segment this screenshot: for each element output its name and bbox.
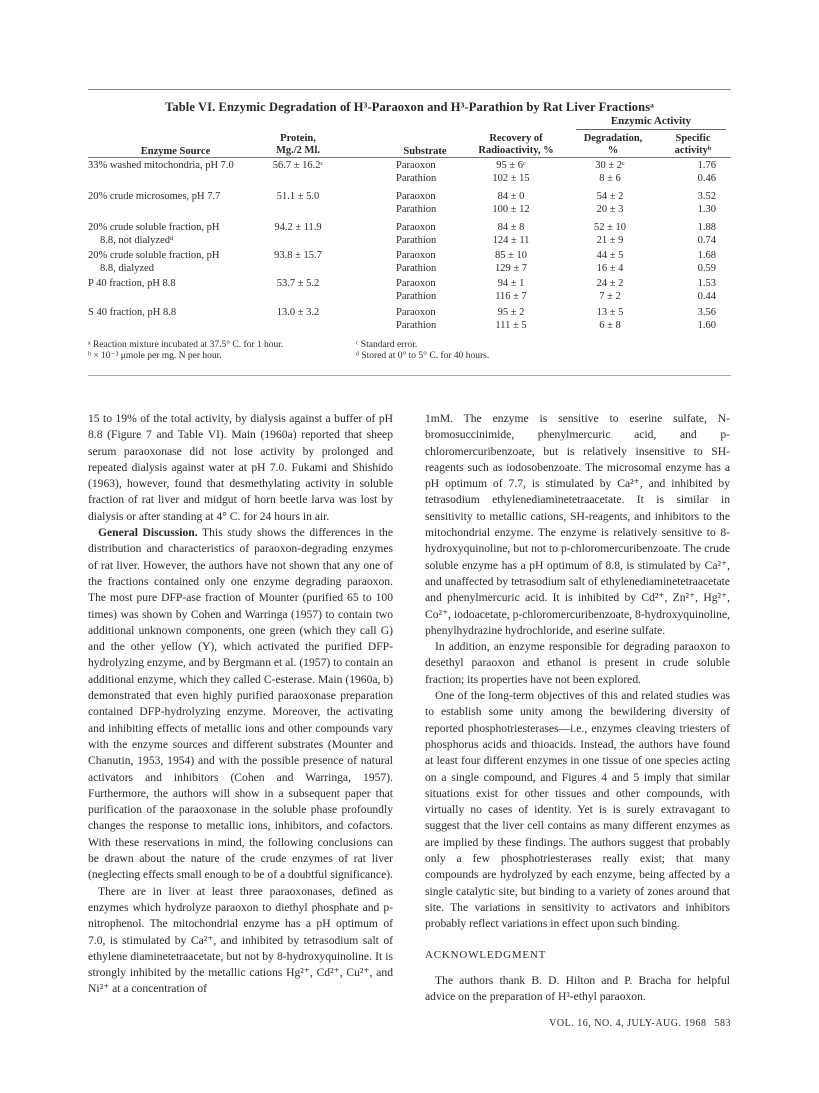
table-title: Table VI. Enzymic Degradation of H³-Paraoxon and H³-Parathion by Rat Liver Fractionsᵃ [165,100,654,114]
specific-activity-value: 1.88 0.74 [697,222,716,246]
protein-value: 53.7 ± 5.2 [276,278,320,289]
specific-activity-value: 3.56 1.60 [697,307,716,331]
footnote-c: ᶜ Standard error. [356,340,418,350]
footnote-b: ᵇ × 10⁻³ μmole per mg. N per hour. [88,351,222,361]
acknowledgment-text: The authors thank B. D. Hilton and P. Bracha for helpful advice on the preparation of H³-ethyl paraoxon. [425,973,730,1004]
table-bottom-rule [88,375,731,376]
specific-activity-value: 3.52 1.30 [697,191,716,215]
footnote-a: ᵃ Reaction mixture incubated at 37.5° C. for 1 hour. [88,340,284,350]
top-rule [88,89,731,90]
recovery-value: 85 ± 10 129 ± 7 [494,250,527,274]
enzyme-source: S 40 fraction, pH 8.8 [88,307,177,318]
page-footer [549,1018,731,1029]
specific-activity-value: 1.53 0.44 [697,278,716,302]
paragraph: 15 to 19% of the total activity, by dialysis against a buffer of pH 8.8 (Figure 7 and Table VI). Main (1960a) reported that sheep serum paraoxonase did not lose activity by prolonged and repeated dialysis against water at pH 7.0. Fukami and Shishido (1963), however, found that desmethylating activity in soluble fraction of rat liver and midgut of horn beetle larva was lost by dialysis or after standing at 4° C. for 24 hours in air. [88,412,393,523]
header-substrate: Substrate [403,146,447,157]
footnotes-left [88,340,283,362]
substrate: Paraoxon Parathion [396,250,437,274]
header-degradation: Degradation, % [583,133,643,156]
enzyme-source: P 40 fraction, pH 8.8 [88,278,176,289]
protein-value: 51.1 ± 5.0 [276,191,320,202]
substrate: Paraoxon Parathion [396,222,437,246]
header-specific-activity: Specific activityᵇ [674,133,712,156]
substrate: Paraoxon Parathion [396,278,437,302]
recovery-value: 95 ± 2 111 ± 5 [495,307,527,331]
enzymic-activity-header: Enzymic Activity [576,115,726,130]
enzyme-source: 33% washed mitochondria, pH 7.0 [88,160,234,171]
paragraph: 1mM. The enzyme is sensitive to eserine sulfate, N-bromosuccinimide, phenylmercuric acid, and p-chloromercuribenzoate, but is relatively insensitive to SH-reagents such as iodosobenzoate. The microsomal enzyme has a pH optimum of 7.7, is stimulated by Ca²⁺, and inhibited by tetrasodium ethylenediaminetetraacetate. It is similar in sensitivity to metallic cations, SH-reagents, and inhibitors to the mitochondrial enzyme. The enzyme is relatively sensitive to 8-hydroxyquinoline, but not to p-chloromercuribenzoate. The crude soluble enzyme has a pH optimum of 8.8, is stimulated by Ca²⁺, and unaffected by tetrasodium salt of ethylenediaminetetraacetate and phenylmercuric acid. It is inhibited by Cd²⁺, Zn²⁺, Hg²⁺, Co²⁺, iodoacetate, p-chloromercuribenzoate, 8-hydroxyquinoline, phenylhydrazine hydrochloride, and eserine sulfate. [425,412,730,637]
general-discussion-paragraph: General Discussion. This study shows the differences in the distribution and characteristics of paraoxon-degrading enzymes of rat liver. However, the authors have not shown that any one of the fractions contained only one enzyme degrading paraoxon. The most pure DFP-ase fraction of Mounter (purified 65 to 100 times) was shown by Cohen and Warringa (1957) to contain two additional unknown components, one green (which they call G) and the other yellow (Y), which activated the purified DFP-hydrolyzing enzyme, and by Bergmann et al. (1957) to contain an additional enzyme, which they called C-esterase. Main (1960a, b) demonstrated that even highly purified paraoxonase preparation contained DFP-hydrolyzing enzyme. Moreover, the activating and inhibiting effects of metallic ions and other compounds vary with the enzyme sources and different substrates (Mounter and Chanutin, 1953, 1954) and with the possible presence of natural activators and inhibitors (Cohen and Warringa, 1957). Furthermore, the authors will show in a subsequent paper that purification of the paraoxonase in the soluble phase profoundly changes the response to metallic ions, inhibitors, and cofactors. With these reservations in mind, the following conclusions can be drawn about the nature of the crude enzymes of rat liver (neglecting effects small enough to be of a doubtful significance). [88,526,394,882]
recovery-value: 84 ± 8 124 ± 11 [492,222,530,246]
substrate: Paraoxon Parathion [396,307,437,331]
footnote-d: ᵈ Stored at 0° to 5° C. for 40 hours. [356,351,490,361]
degradation-value: 24 ± 2 7 ± 2 [596,278,624,302]
protein-value: 13.0 ± 3.2 [276,307,320,318]
left-column [88,411,393,998]
page-number: 583 [714,1018,731,1029]
recovery-value: 84 ± 0 100 ± 12 [492,191,530,215]
header-rule [88,157,731,158]
header-recovery: Recovery of Radioactivity, % [478,133,554,156]
acknowledgment-heading: ACKNOWLEDGMENT [425,948,547,961]
recovery-value: 95 ± 6ᶜ 102 ± 15 [492,160,530,184]
paragraph: One of the long-term objectives of this and related studies was to establish some unity among the bewildering diversity of reported phosphotriesterases—i.e., enzymes cleaving triesters of phosphorus acids and thioacids. Instead, the authors have found at least four different enzymes in one tissue of one species acting on a single compound, and Figures 4 and 5 imply that similar situations exist for other tissues and other compounds, with virtually no cases of identity. Yet is is surely extravagant to suggest that the liver cell contains as many different enzymes as are implied by these findings. The authors suggest that probably only a few phosphotriesterases really exist; that many compounds are hydrolyzed by each enzyme, being affected by a single catalytic site, but binding to a variety of zones around that site. The variations in sensitivity to activators and inhibitors probably reflect variations in effect upon such binding. [425,689,730,931]
right-column [425,411,730,1005]
paragraph: There are in liver at least three paraoxonases, defined as enzymes which hydrolyze paraoxon to diethyl phosphate and p-nitrophenol. The mitochondrial enzyme has a pH optimum of 7.0, is stimulated by Ca²⁺, and inhibited by tetrasodium salt of ethylene diaminetetraacetate, but not by 8-hydroxyquinoline. It is strongly inhibited by the metallic cations Hg²⁺, Cd²⁺, Cu²⁺, and Ni²⁺ at a concentration of [88,884,393,996]
substrate: Paraoxon Parathion [396,160,437,184]
degradation-value: 52 ± 10 21 ± 9 [593,222,626,246]
protein-value: 93.8 ± 15.7 [274,250,322,261]
degradation-value: 13 ± 5 6 ± 8 [596,307,624,331]
enzyme-source: 20% crude microsomes, pH 7.7 [88,191,221,202]
header-enzyme-source: Enzyme Source [140,146,211,157]
substrate: Paraoxon Parathion [396,191,437,215]
enzyme-source: 20% crude soluble fraction, pH 8.8, not dialyzedᵈ [88,222,220,246]
section-heading: General Discussion. [98,526,198,540]
specific-activity-value: 1.76 0.46 [697,160,716,184]
degradation-value: 30 ± 2ᶜ 8 ± 6 [595,160,625,184]
journal-issue: VOL. 16, NO. 4, JULY-AUG. 1968 [549,1018,707,1029]
paragraph: In addition, an enzyme responsible for degrading paraoxon to desethyl paraoxon and ethanol is present in crude soluble fraction; its properties have not been explored. [425,640,730,686]
protein-value: 94.2 ± 11.9 [274,222,322,233]
degradation-value: 44 ± 5 16 ± 4 [596,250,624,274]
enzyme-source: 20% crude soluble fraction, pH 8.8, dialyzed [88,250,220,274]
degradation-value: 54 ± 2 20 ± 3 [596,191,624,215]
specific-activity-value: 1.68 0.59 [697,250,716,274]
protein-value: 56.7 ± 16.2ᶜ [272,160,324,171]
recovery-value: 94 ± 1 116 ± 7 [495,278,527,302]
footnotes-right [356,340,489,362]
header-protein: Protein, Mg./2 Ml. [275,133,321,156]
